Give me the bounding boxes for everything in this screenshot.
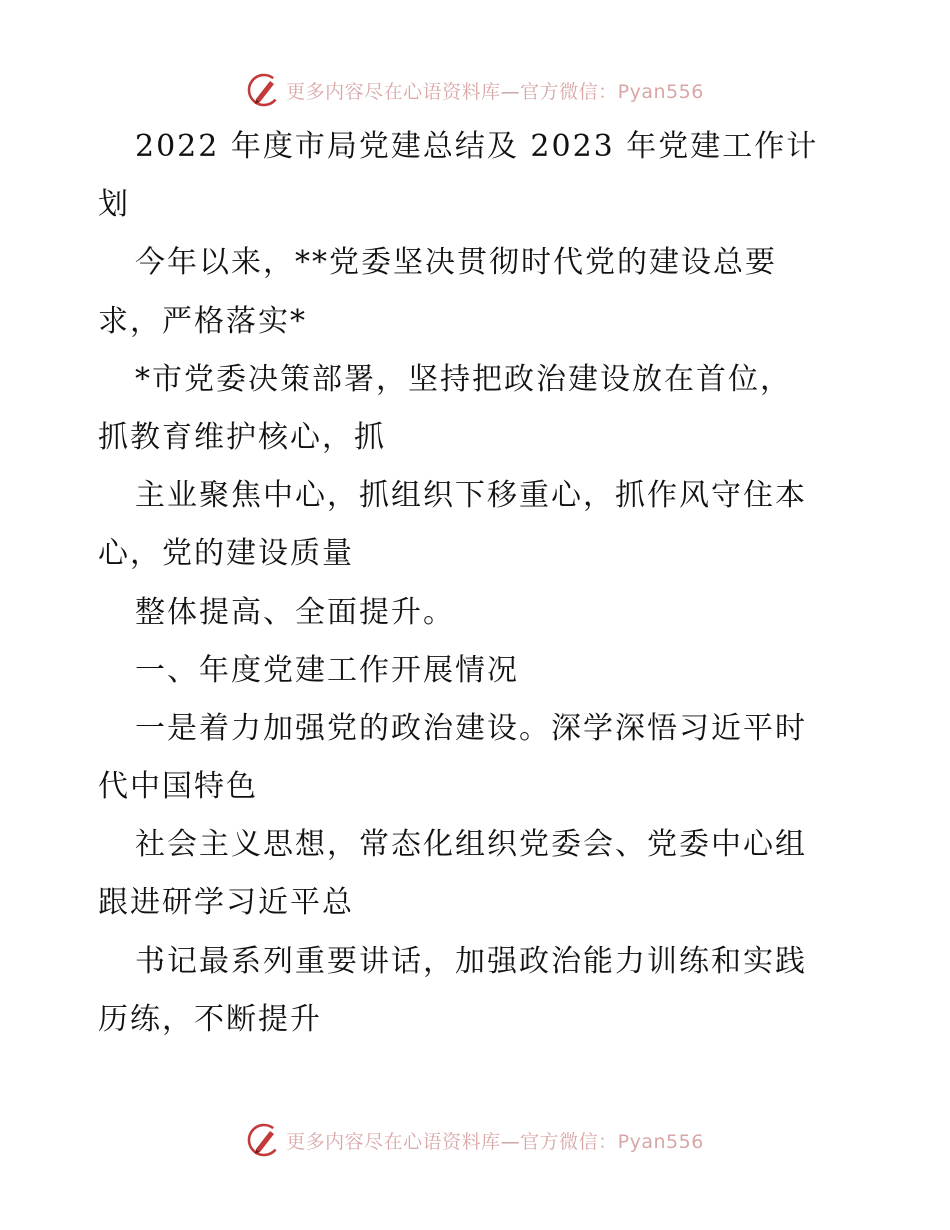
text-line: 代中国特色	[98, 769, 258, 805]
text-line: 整体提高、全面提升。	[135, 594, 455, 630]
text-line: *市党委决策部署，坚持把政治建设放在首位，	[135, 361, 792, 397]
text-line: 划	[98, 187, 130, 223]
footer-watermark	[0, 1120, 950, 1160]
text-line: 2022 年度市局党建总结及 2023 年党建工作计	[135, 129, 819, 164]
text-line: 社会主义思想，常态化组织党委会、党委中心组	[135, 827, 807, 863]
pen-logo-icon	[246, 1122, 282, 1158]
text-line: 一、年度党建工作开展情况	[135, 652, 519, 688]
text-line: 求，严格落实*	[98, 303, 307, 339]
pen-logo-icon	[246, 72, 282, 108]
header-watermark	[0, 70, 950, 110]
text-line: 一是着力加强党的政治建设。深学深悟习近平时	[135, 710, 807, 746]
text-line: 跟进研学习近平总	[98, 885, 354, 921]
text-line: 抓教育维护核心，抓	[98, 419, 386, 455]
watermark-text: 更多内容尽在心语资料库—官方微信：Pyan556	[286, 80, 704, 103]
document-body	[98, 118, 858, 1049]
watermark-text: 更多内容尽在心语资料库—官方微信：Pyan556	[286, 1130, 704, 1153]
text-line: 心，党的建设质量	[98, 536, 354, 572]
text-line: 历练，不断提升	[98, 1001, 322, 1037]
text-line: 书记最系列重要讲话，加强政治能力训练和实践	[135, 943, 807, 979]
text-line: 今年以来，**党委坚决贯彻时代党的建设总要	[135, 245, 777, 281]
text-line: 主业聚焦中心，抓组织下移重心，抓作风守住本	[135, 478, 807, 514]
